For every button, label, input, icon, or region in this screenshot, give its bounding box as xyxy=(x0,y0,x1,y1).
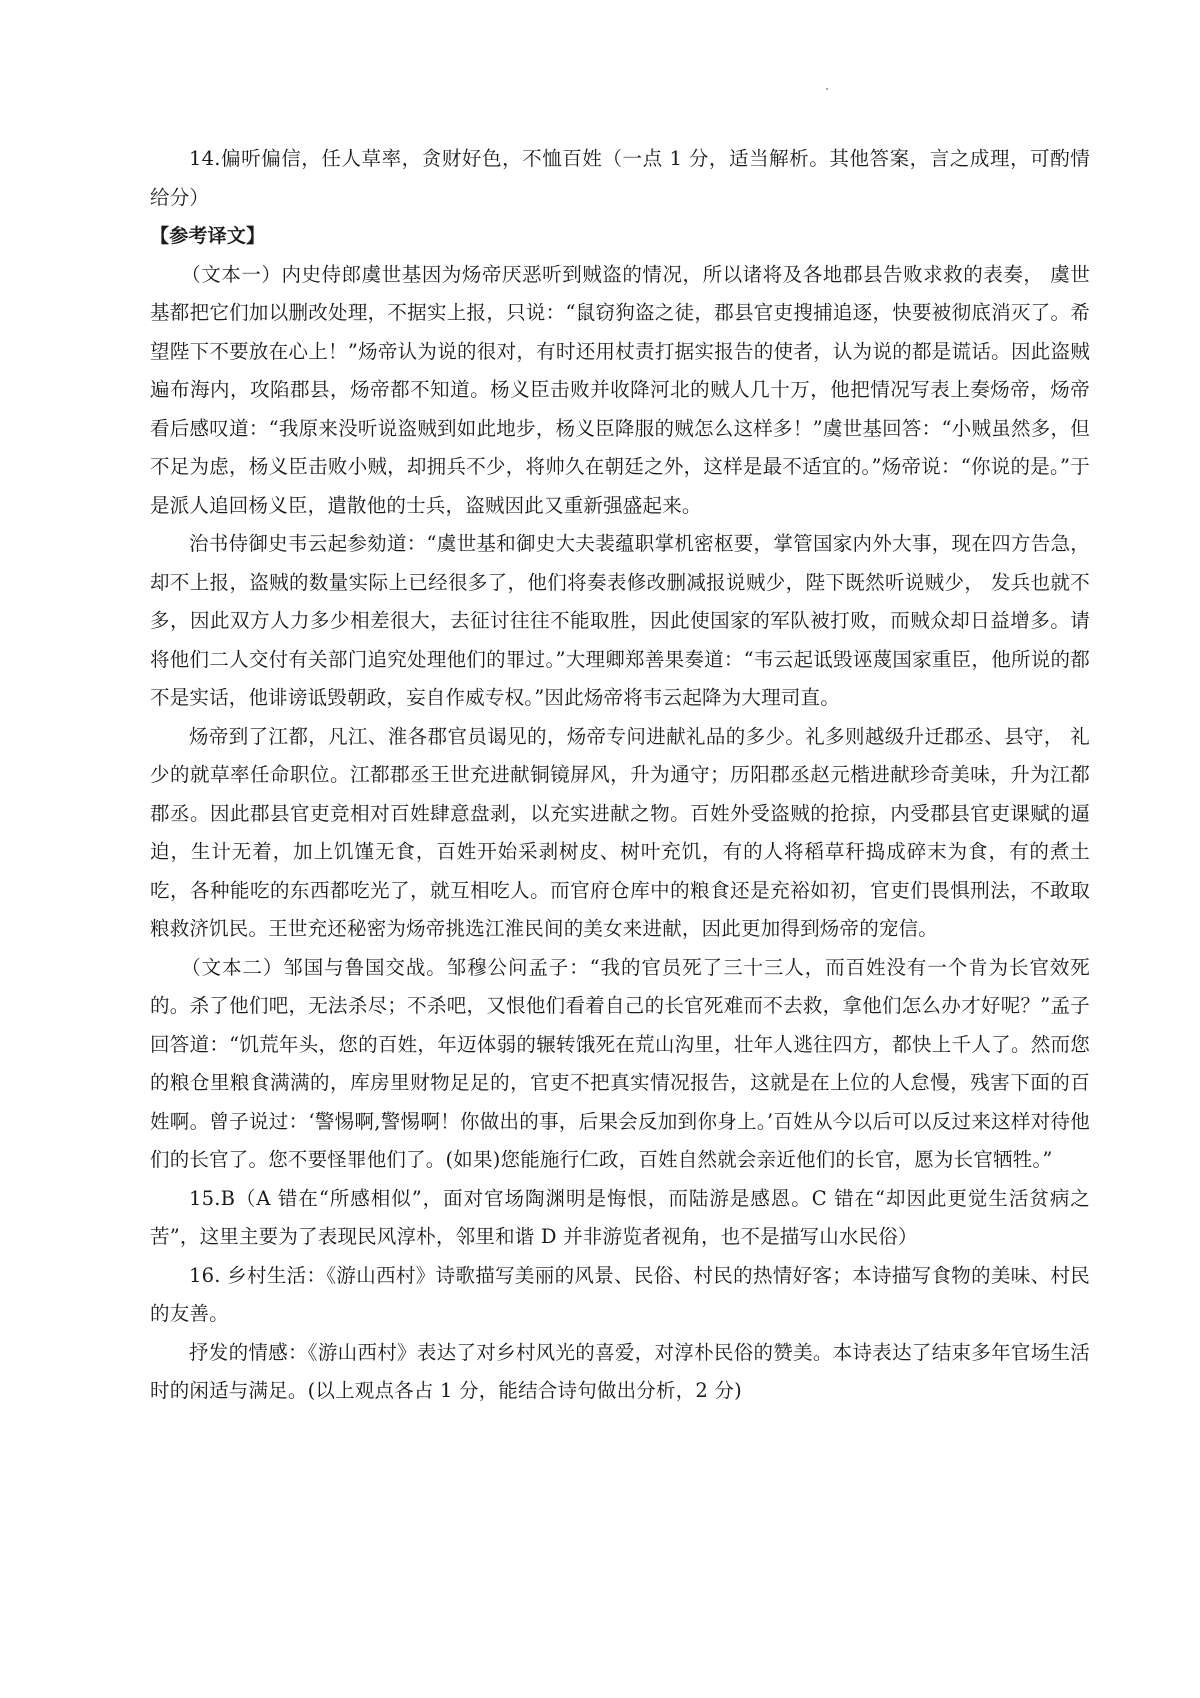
translation-heading: 【参考译文】 xyxy=(150,225,266,247)
scan-speck xyxy=(826,88,828,90)
answer-key-body xyxy=(150,140,1090,1411)
answer-15: 15.B（A 错在“所感相似”，面对官场陶渊明是悔恨，而陆游是感恩。C 错在“却因此更觉生活贫病之苦”，这里主要为了表现民风淳朴，邻里和谐 D 并非游览者视角，也不是描写山水民俗） xyxy=(150,1186,1090,1248)
text-one-paragraph-2: 治书侍御史韦云起参劾道：“虞世基和御史大夫裴蕴职掌机密枢要，掌管国家内外大事，现在四方告急，却不上报，盗贼的数量实际上已经很多了，他们将奏表修改删减报说贼少，陛下既然听说贼少， 发兵也就不多，因此双方人力多少相差很大，去征讨往往不能取胜，因此使国家的军队被打败，而贼众却日益增多。请将他们二人交付有关部门追究处理他们的罪过。”大理卿郑善果奏道：“韦云起诋毁诬蔑国家重臣，他所说的都不是实话，他诽谤诋毁朝政，妄自作威专权。”因此炀帝将韦云起降为大理司直。 xyxy=(150,532,1090,709)
answer-14: 14.偏听偏信，任人草率，贪财好色，不恤百姓（一点 1 分，适当解析。其他答案，言之成理，可酌情给分） xyxy=(150,147,1090,209)
text-one-paragraph-3: 炀帝到了江都，凡江、淮各郡官员谒见的，炀帝专问进献礼品的多少。礼多则越级升迁郡丞、县守， 礼少的就草率任命职位。江都郡丞王世充进献铜镜屏风，升为通守；历阳郡丞赵元楷进献珍奇美味，升为江都郡丞。因此郡县官吏竞相对百姓肆意盘剥，以充实进献之物。百姓外受盗贼的抢掠，内受郡县官吏课赋的逼迫，生计无着，加上饥馑无食，百姓开始采剥树皮、树叶充饥，有的人将稻草秆捣成碎末为食，有的煮土吃，各种能吃的东西都吃光了，就互相吃人。而官府仓库中的粮食还是充裕如初，官吏们畏惧刑法，不敢取粮救济饥民。王世充还秘密为炀帝挑选江淮民间的美女来进献，因此更加得到炀帝的宠信。 xyxy=(150,724,1090,940)
text-one-paragraph-1: （文本一）内史侍郎虞世基因为炀帝厌恶听到贼盗的情况，所以诸将及各地郡县告败求救的表奏， 虞世基都把它们加以删改处理，不据实上报，只说：“鼠窃狗盗之徒，郡县官吏搜捕追逐，快要被彻底消灭了。希望陛下不要放在心上！”炀帝认为说的很对，有时还用杖责打据实报告的使者，认为说的都是谎话。因此盗贼遍布海内，攻陷郡县，炀帝都不知道。杨义臣击败并收降河北的贼人几十万，他把情况写表上奏炀帝，炀帝看后感叹道：“我原来没听说盗贼到如此地步，杨义臣降服的贼怎么这样多！”虞世基回答：“小贼虽然多，但不足为虑，杨义臣击败小贼，却拥兵不少，将帅久在朝廷之外，这样是最不适宜的。”炀帝说：“你说的是。”于是派人追回杨义臣，遣散他的士兵，盗贼因此又重新强盛起来。 xyxy=(150,262,1090,517)
answer-16-rural-life: 16. 乡村生活：《游山西村》诗歌描写美丽的风景、民俗、村民的热情好客；本诗描写食物的美味、村民的友善。 xyxy=(150,1263,1090,1325)
text-two-paragraph: （文本二）邹国与鲁国交战。邹穆公问孟子：“我的官员死了三十三人，而百姓没有一个肯为长官效死的。杀了他们吧，无法杀尽；不杀吧，又恨他们看着自己的长官死难而不去救，拿他们怎么办才好呢？”孟子回答道：“饥荒年头，您的百姓，年迈体弱的辗转饿死在荒山沟里，壮年人逃往四方，都快上千人了。然而您的粮仓里粮食满满的，库房里财物足足的，官吏不把真实情况报告，这就是在上位的人怠慢，残害下面的百姓啊。曾子说过：‘警惕啊,警惕啊！你做出的事，后果会反加到你身上。’百姓从今以后可以反过来这样对待他们的长官了。您不要怪罪他们了。(如果)您能施行仁政，百姓自然就会亲近他们的长官，愿为长官牺牲。” xyxy=(150,955,1090,1171)
answer-16-emotion: 抒发的情感：《游山西村》表达了对乡村风光的喜爱，对淳朴民俗的赞美。本诗表达了结束多年官场生活时的闲适与满足。(以上观点各占 1 分，能结合诗句做出分析，2 分) xyxy=(150,1340,1090,1402)
